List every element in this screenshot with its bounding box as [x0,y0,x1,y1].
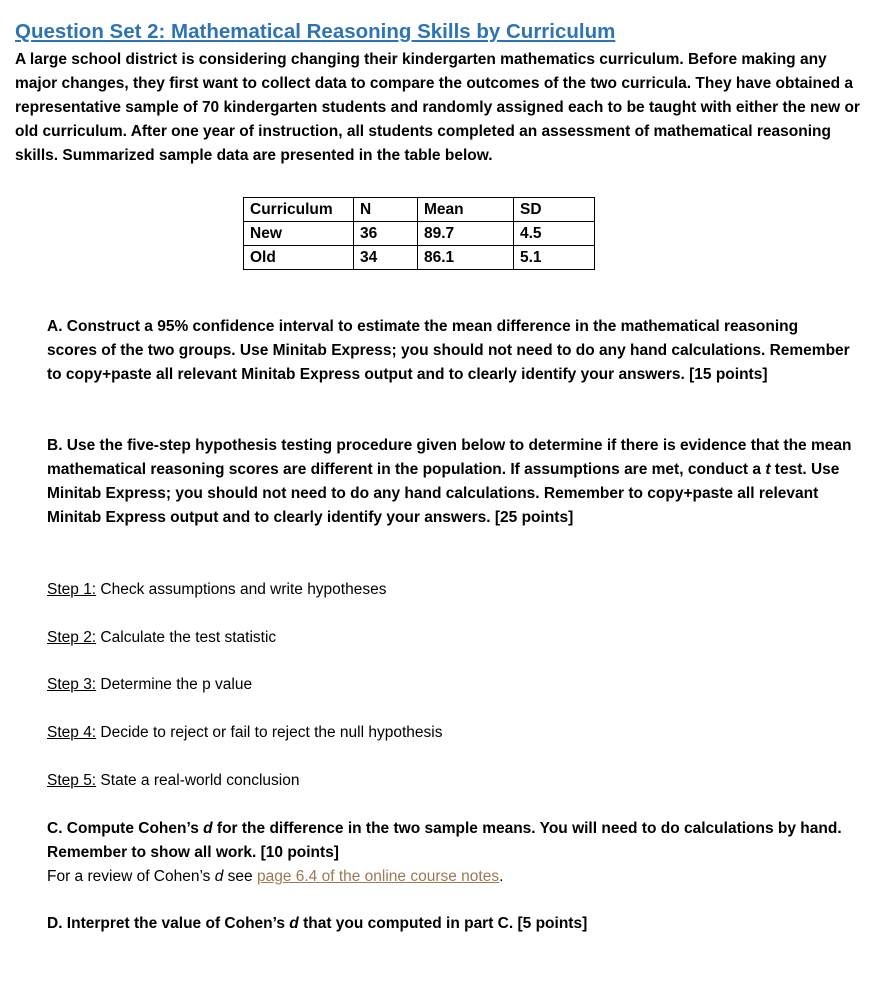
summary-table [243,197,595,270]
step-label: Step 2: [47,629,97,646]
step-4 [47,721,852,745]
table-header-cell: SD [514,198,595,222]
question-b-text: B. Use the five-step hypothesis testing procedure given below to determine if there is evidence that the mean mathematical reasoning scores are different in the population. If assumptions are met, conduct a [47,437,852,478]
table-cell: 86.1 [418,246,514,270]
review-italic: d [214,868,224,885]
question-d-text: D. Interpret the value of Cohen’s [47,915,290,932]
step-2 [47,626,852,650]
step-text: Determine the p value [96,676,253,693]
review-text: For a review of Cohen’s [47,868,215,885]
table-row [244,222,595,246]
document [15,18,860,168]
question-d-text-2: that you computed in part C. [5 points] [298,915,588,932]
table-cell: 5.1 [514,246,595,270]
table-cell: 4.5 [514,222,595,246]
question-c-review [47,865,852,889]
intro-paragraph: A large school district is considering changing their kindergarten mathematics curriculum. Before making any major changes, they first want to collect data to compare the outcomes of the two curricula. They have obtained a representative sample of 70 kindergarten students and randomly assigned each to be taught with either the new or old curriculum. After one year of instruction, all students completed an assessment of mathematical reasoning skills. Summarized sample data are presented in the table below. [15,51,860,164]
step-label: Step 4: [47,724,97,741]
question-c-italic: d [203,820,213,837]
question-d-italic: d [289,915,299,932]
table-cell: 89.7 [418,222,514,246]
question-a: A. Construct a 95% confidence interval to estimate the mean difference in the mathematical reasoning scores of the two groups. Use Minitab Express; you should not need to do any hand calculations. Remember to copy+paste all relevant Minitab Express output and to clearly identify your answers. [15 points] [47,318,850,383]
question-b [47,434,852,530]
question-c-text-2: for the difference in the two sample means. You will need to do calculations by hand. Remember to show all work. [10 points] [47,820,842,861]
page-title: Question Set 2: Mathematical Reasoning Skills by Curriculum [15,20,616,43]
step-3 [47,673,852,697]
table-row [244,246,595,270]
review-text-2: see [223,868,257,885]
question-c [47,817,852,889]
step-text: Calculate the test statistic [96,629,277,646]
question-b-italic: t [765,461,771,478]
step-label: Step 1: [47,581,97,598]
step-5 [47,769,852,793]
table-header-cell: Mean [418,198,514,222]
step-text: Decide to reject or fail to reject the null hypothesis [96,724,443,741]
table-cell: Old [244,246,354,270]
question-c-text: C. Compute Cohen’s [47,820,204,837]
step-label: Step 5: [47,772,97,789]
step-text: State a real-world conclusion [96,772,300,789]
step-1 [47,578,852,602]
step-text: Check assumptions and write hypotheses [96,581,387,598]
table-header-cell: N [354,198,418,222]
course-notes-link[interactable]: page 6.4 of the online course notes [256,868,500,885]
table-cell: New [244,222,354,246]
question-c-prompt [47,817,852,865]
table-cell: 36 [354,222,418,246]
question-b-text-2: test. Use Minitab Express; you should not need to do any hand calculations. Remember to copy+paste all relevant Minitab Express output and to clearly identify your answers. [25 points] [47,461,840,526]
review-end: . [499,868,504,885]
table-header-cell: Curriculum [244,198,354,222]
step-label: Step 3: [47,676,97,693]
table-cell: 34 [354,246,418,270]
table-header-row [244,198,595,222]
question-d [47,912,852,936]
